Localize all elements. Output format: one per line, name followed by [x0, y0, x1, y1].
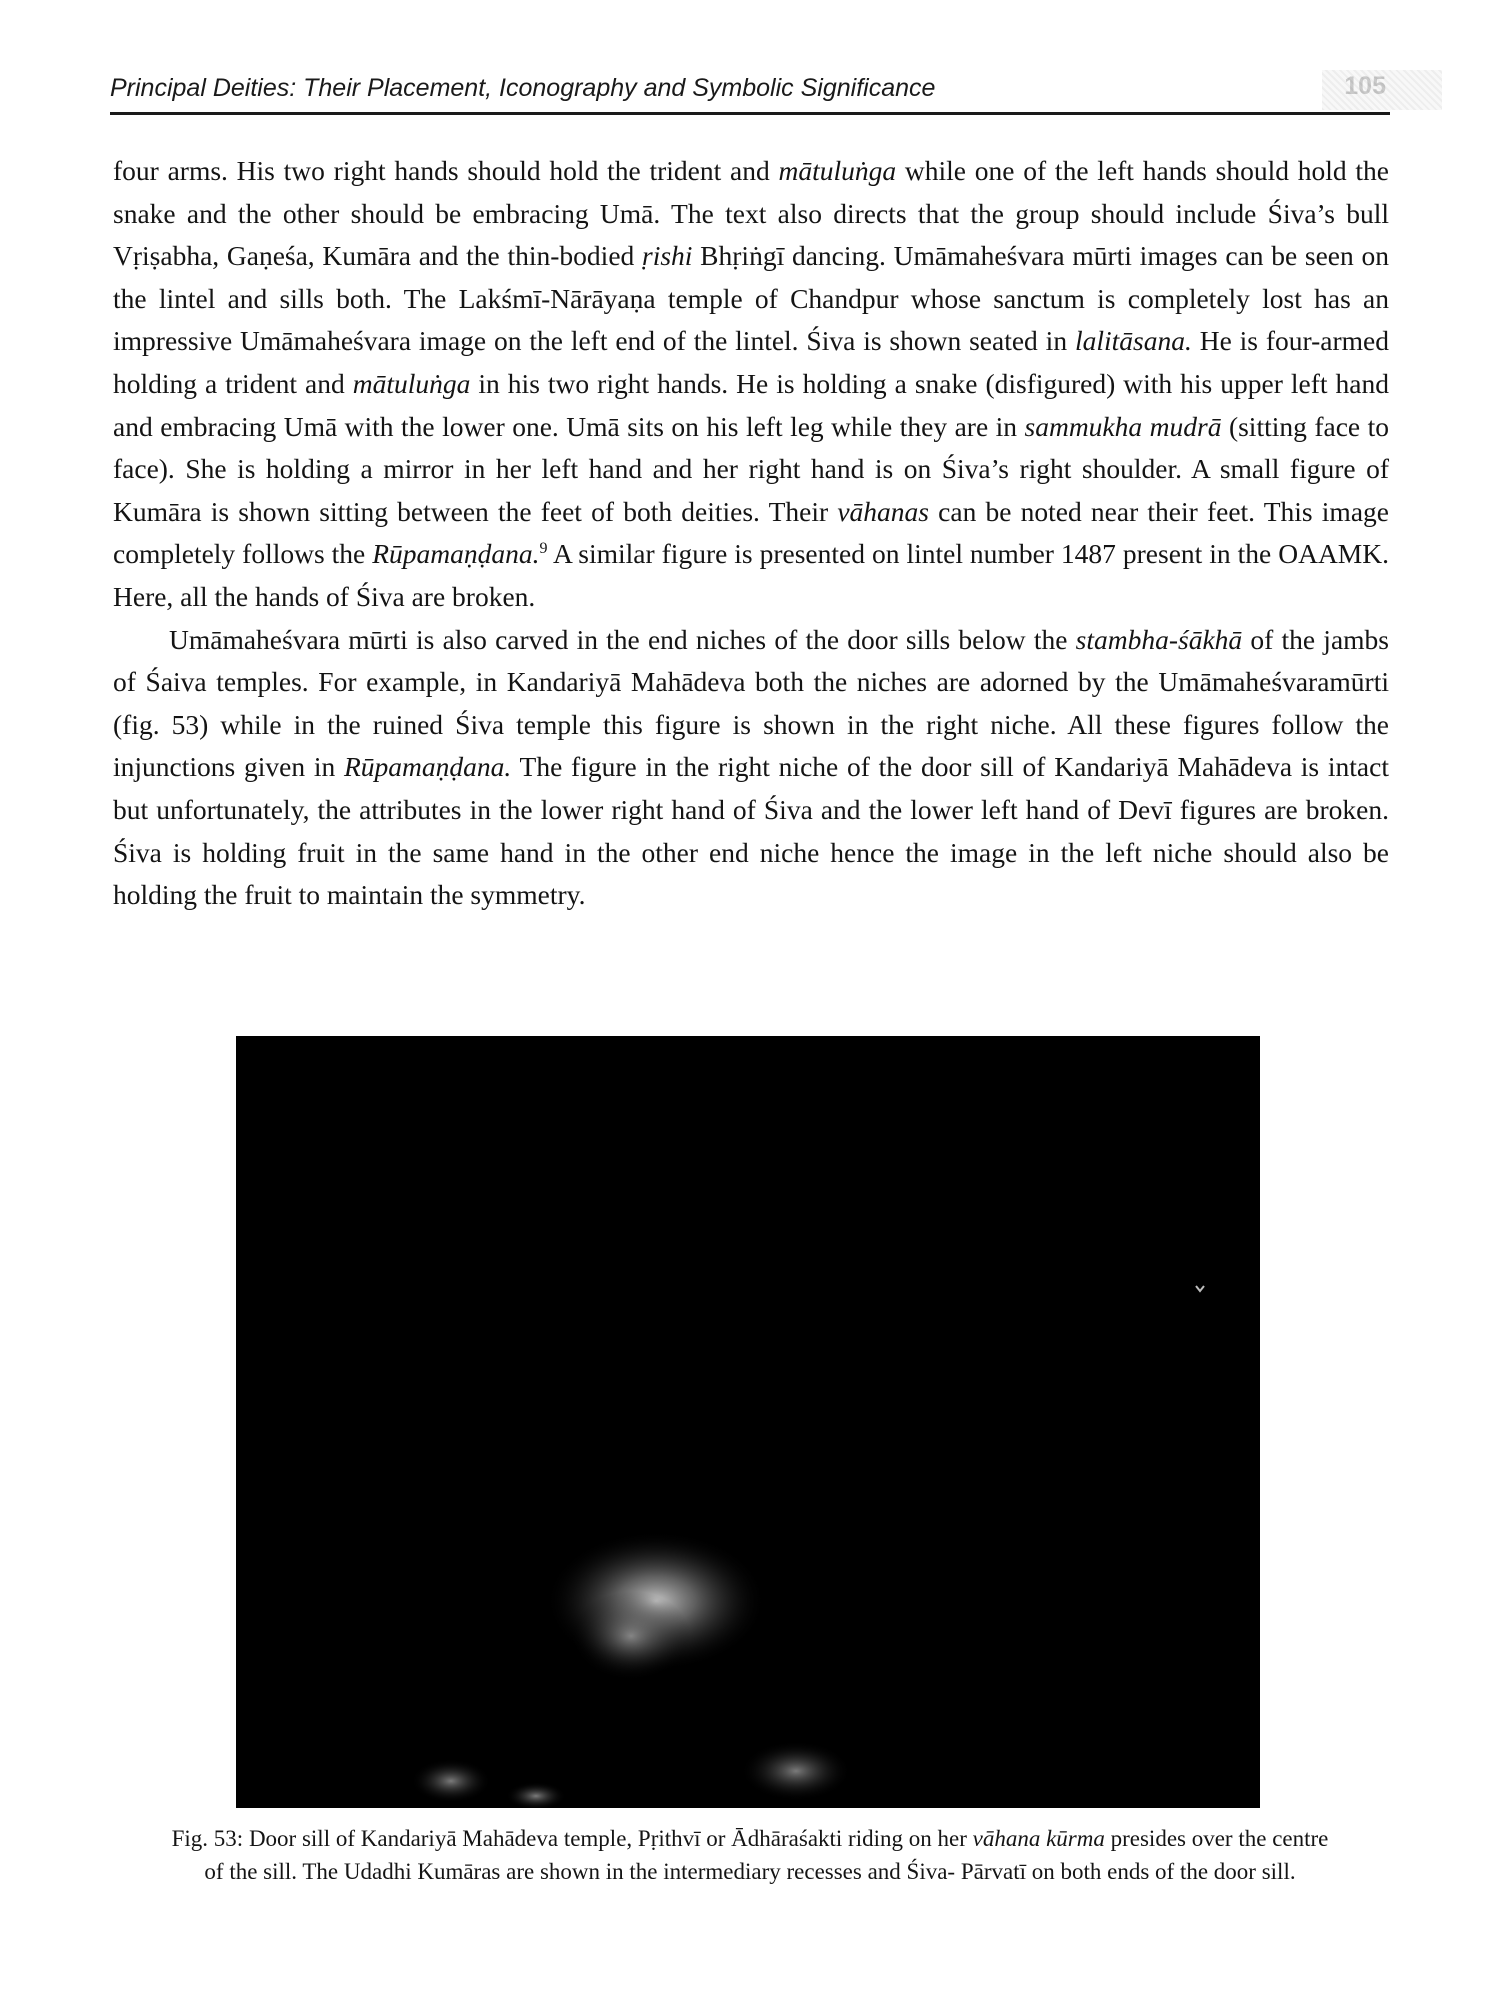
- body-text: [113, 150, 1389, 917]
- figure-caption: [170, 1822, 1330, 1888]
- term-rupamandana: Rūpamaṇḍana.: [343, 751, 512, 783]
- term-rupamandana: Rūpamaṇḍana.: [372, 538, 540, 570]
- paragraph-2-text: Umāmaheśvara mūrti is also carved in the end niches of the door sills below the: [169, 623, 1076, 655]
- term-lalitasana: lalitāsana.: [1074, 325, 1192, 357]
- term-stambha-sakha: stambha-śākhā: [1075, 623, 1243, 655]
- term-matulunga: mātuluṅga: [778, 155, 897, 186]
- door-sill-photo-dark: [236, 1036, 1260, 1808]
- paragraph-1-text: He is four-armed holding a trident and: [113, 325, 1390, 399]
- term-sammukha-mudra: sammukha mudrā: [1024, 410, 1222, 442]
- caption-text: presides over the centre of the sill. The Udadhi Kumāras are shown in the intermediary recesses and Śiva- Pārvatī on both ends of the door sill.: [204, 1826, 1329, 1884]
- paragraph-1-text: Bhṛiṅgī dancing. Umāmaheśvara mūrti images can be seen on the lintel and sills both. The Lakśmī-Nārāyaṇa temple of Chandpur whose sanctum is completely lost has an impressive Umāmaheśvara image on the left end of the lintel. Śiva is shown seated in: [113, 240, 1389, 357]
- paragraph-1-text: can be noted near their feet. This image completely follows the: [113, 495, 1389, 570]
- paragraph-2-text: of the jambs of Śaiva temples. For example, in Kandariyā Mahādeva both the niches are adorned by the Umāmaheśvaramūrti (fig. 53) while in the ruined Śiva temple this figure is shown in the right niche. All these figures follow the injunctions given in: [113, 623, 1389, 783]
- paragraph-1: [113, 150, 1389, 619]
- paragraph-2-text: The figure in the right niche of the door sill of Kandariyā Mahādeva is intact but unfortunately, the attributes in the lower right hand of Śiva and the lower left hand of Devī figures are broken. Śiva is holding fruit in the same hand in the other end niche hence the image in the left niche should also be holding the fruit to maintain the symmetry.: [113, 751, 1389, 911]
- paragraph-1-text: in his two right hands. He is holding a snake (disfigured) with his upper left hand and embracing Umā with the lower one. Umā sits on his left leg while they are in: [113, 367, 1389, 442]
- footnote-reference: 9: [539, 540, 548, 558]
- running-header-title: Principal Deities: Their Placement, Iconography and Symbolic Significance: [110, 74, 936, 102]
- caption-text: Fig. 53: Door sill of Kandariyā Mahādeva temple, Pṛithvī or Ādhāraśakti riding on her: [171, 1826, 973, 1851]
- term-rishi: ṛishi: [642, 240, 693, 272]
- running-header: [110, 68, 1390, 115]
- paragraph-1-text: (sitting face to face). She is holding a mirror in her left hand and her right hand is on Śiva’s right shoulder. A small figure of Kumāra is shown sitting between the feet of both deities. Their: [113, 410, 1389, 527]
- paragraph-2: [113, 619, 1389, 917]
- term-vahanas: vāhanas: [837, 495, 929, 527]
- paragraph-1-text: while one of the left hands should hold the snake and the other should be embracing Umā. The text also directs that the group should include Śiva’s bull Vṛiṣabha, Gaṇeśa, Kumāra and the thin-bodied: [113, 155, 1390, 272]
- term-vahana-kurma: vāhana kūrma: [972, 1826, 1105, 1851]
- paragraph-1-text: A similar figure is presented on lintel number 1487 present in the OAAMK. Here, all the hands of Śiva are broken.: [113, 538, 1389, 612]
- figure-53-photo: [236, 1036, 1260, 1808]
- page-number-shading: [1322, 70, 1442, 110]
- paragraph-1-text: four arms. His two right hands should hold the trident and: [113, 155, 779, 186]
- term-matulunga: mātuluṅga: [352, 367, 471, 399]
